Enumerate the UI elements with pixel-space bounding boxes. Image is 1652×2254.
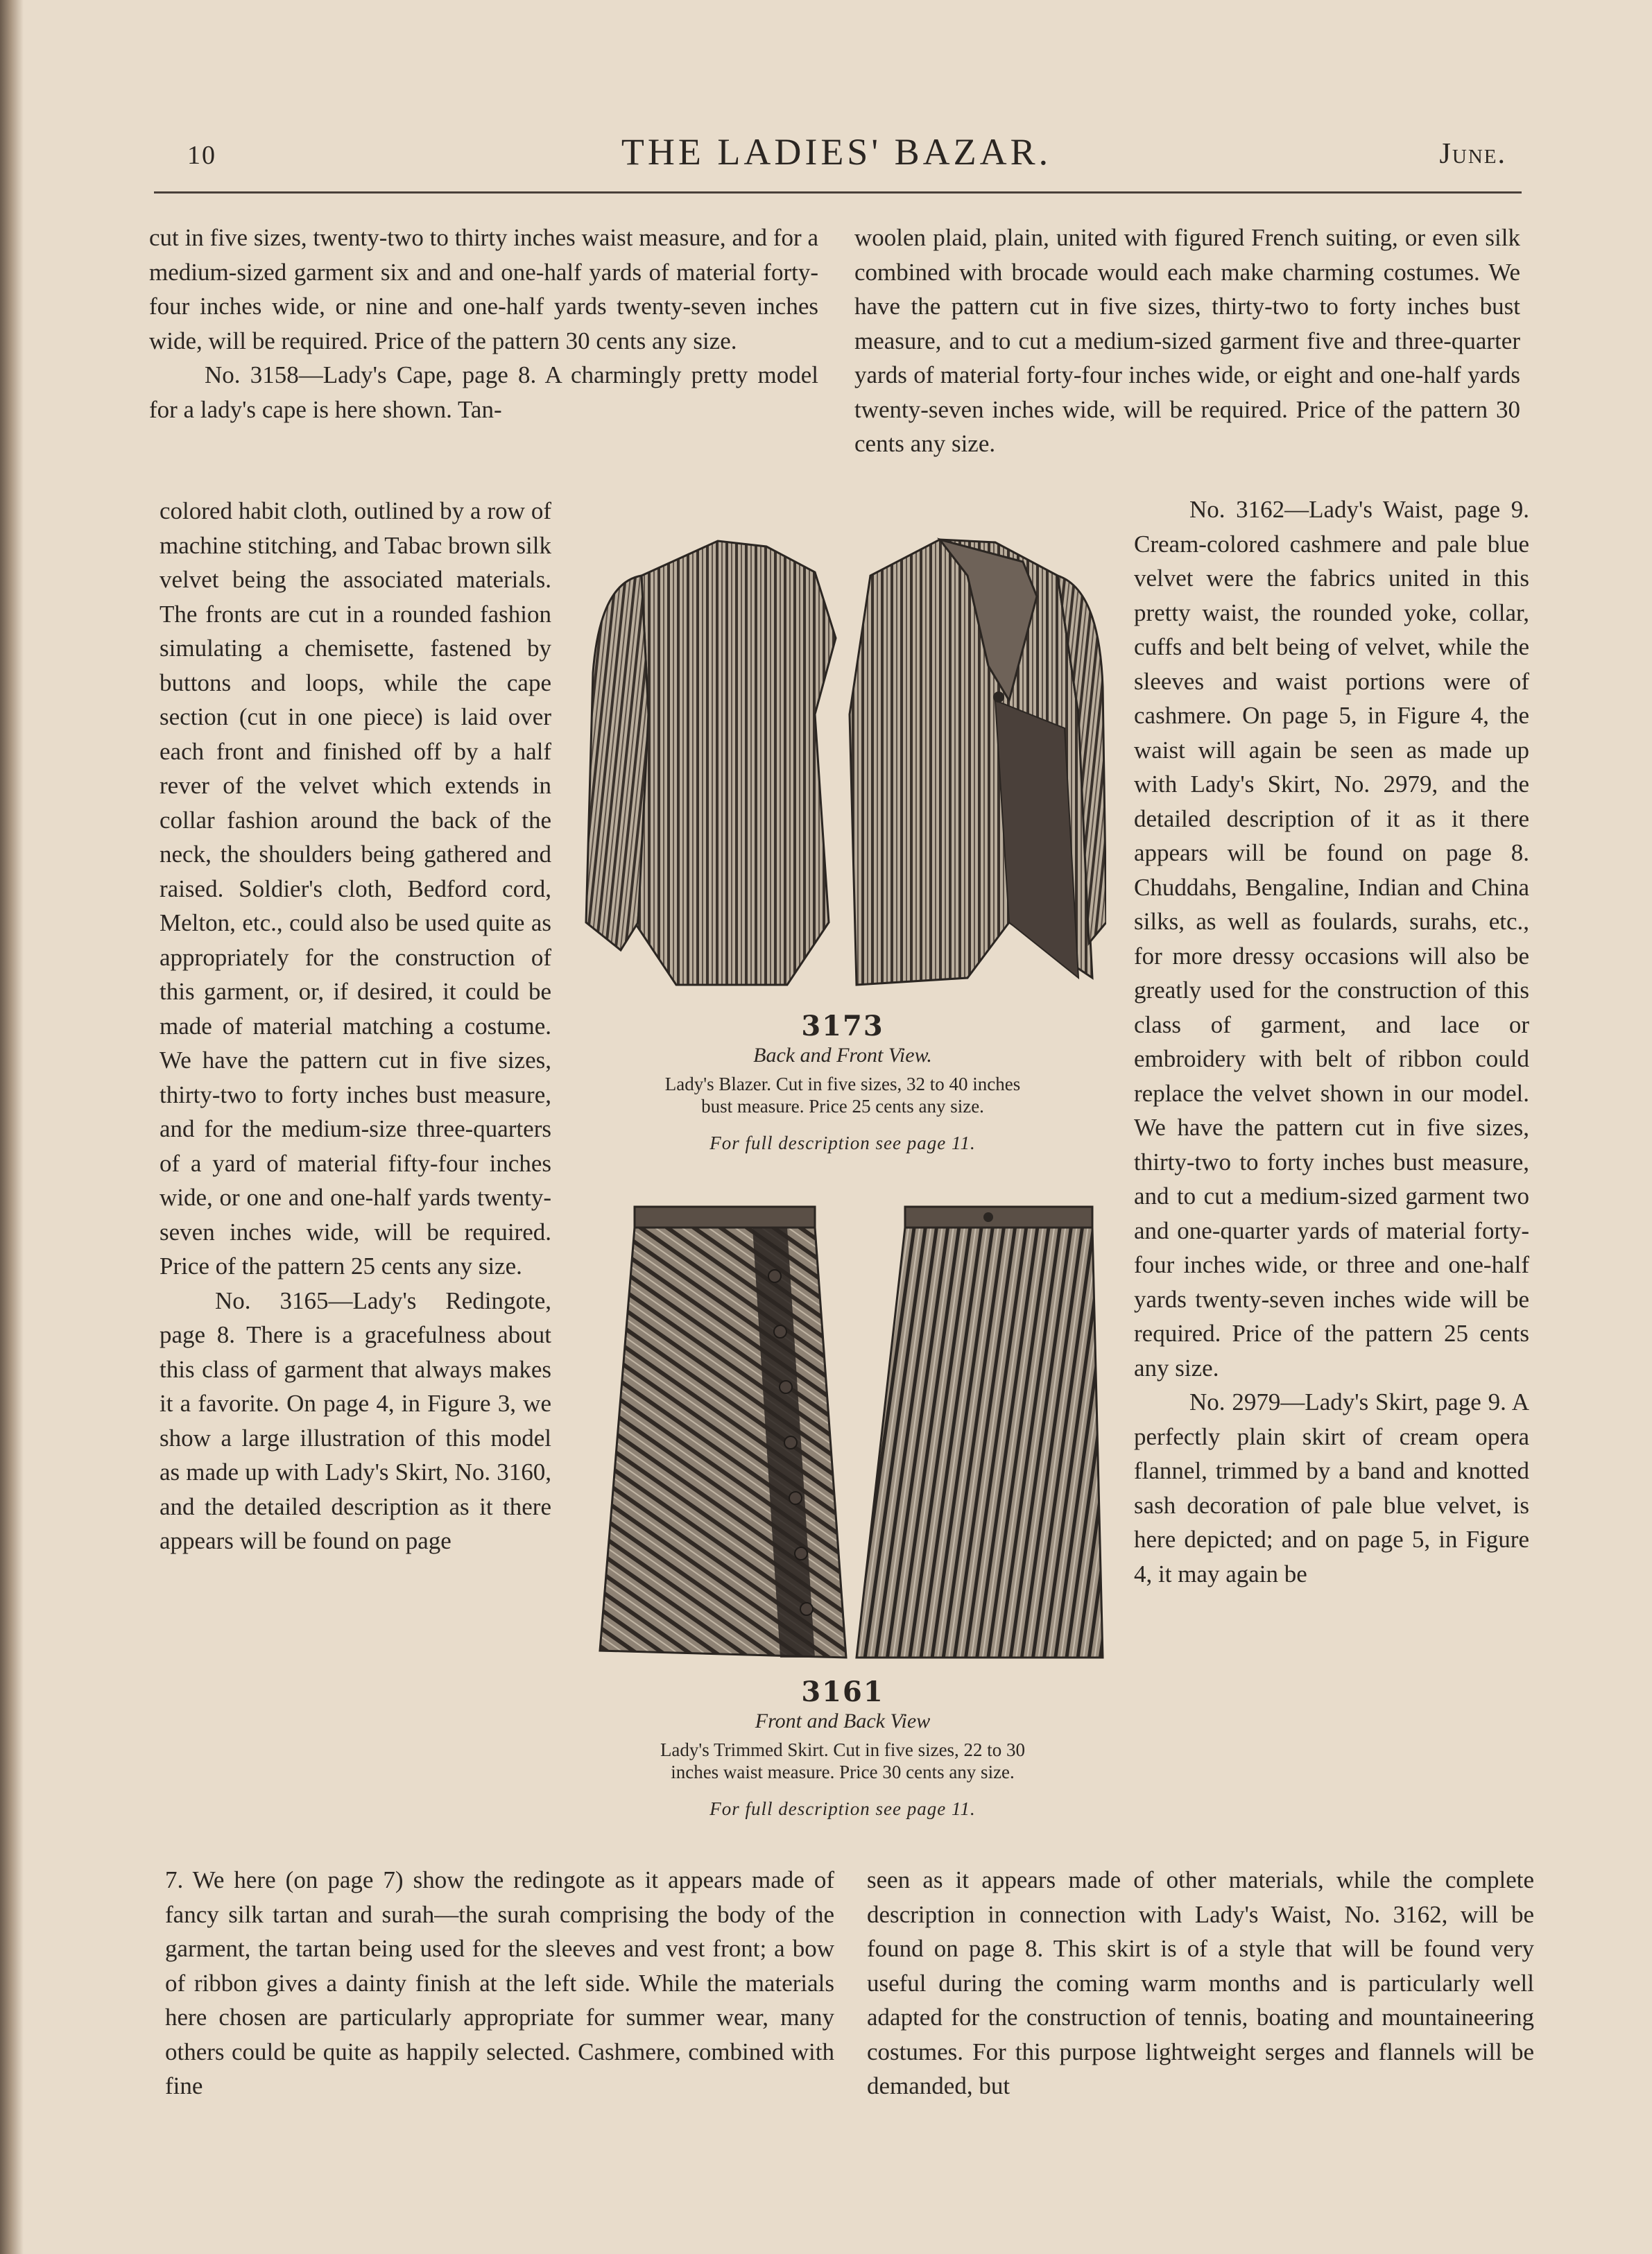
blazer-caption [562, 1073, 1124, 1117]
skirt-caption [562, 1739, 1124, 1783]
left-column-narrow [160, 494, 551, 1558]
page-header [153, 130, 1520, 179]
page-edge-shadow [0, 0, 24, 2254]
issue-month: June. [1439, 138, 1506, 170]
skirt-caption-line-1: Lady's Trimmed Skirt. Cut in five sizes, 22 to 30 [660, 1739, 1026, 1760]
left-column-top [149, 221, 818, 427]
cape-intro-paragraph: No. 3158—Lady's Cape, page 8. A charmingly pretty model for a lady's cape is here shown. Tan- [149, 361, 818, 423]
page-number: 10 [187, 141, 216, 170]
blazer-caption-line-1: Lady's Blazer. Cut in five sizes, 32 to 40 inches [664, 1074, 1021, 1094]
blazer-description-reference: For full description see page 11. [709, 1133, 976, 1153]
blazer-caption-line-2: bust measure. Price 25 cents any size. [701, 1096, 984, 1117]
skirt-pattern-number: 3161 [801, 1676, 884, 1708]
waist-paragraph: No. 3162—Lady's Waist, page 9. Cream-colored cashmere and pale blue velvet were the fabrics united in this pretty waist, the rounded yoke, collar, cuffs and belt being of velvet, while the sleeves and waist portions were of cashmere. On page 5, in Figure 4, the waist will again be seen as made up with Lady's Skirt, No. 2979, and the detailed description of it as it there appears will be found on page 8. Chuddahs, Bengaline, Indian and China silks, as well as foulards, surahs, etc., for more dressy occasions will also be greatly used for the construction of this class of garment, and lace or embroidery with belt of ribbon could replace the velvet shown in our model. We have the pattern cut in five sizes, thirty-two to forty inches bust measure, and to cut a medium-sized garment two and one-quarter yards of material forty-four inches wide, or three and one-half yards twenty-seven inches wide will be required. Price of the pattern 25 cents any size. [1134, 496, 1529, 1382]
redingote-conclusion-paragraph: 7. We here (on page 7) show the redingote as it appears made of fancy silk tartan and surah—the surah comprising the body of the garment, the tartan being used for the sleeves and vest front; a bow of ribbon gives a dainty finish at the left side. While the materials here chosen are particularly appropriate for summer wear, many others could be quite as happily selected. Cashmere, combined with fine [165, 1866, 834, 2099]
cape-description-paragraph: colored habit cloth, outlined by a row of machine stitching, and Tabac brown silk velvet being the associated materials. The fronts are cut in a rounded fashion simulating a chemisette, fastened by buttons and loops, while the cape section (cut in one piece) is laid over each front and finished off by a half rever of the velvet which extends in collar fashion around the back of the neck, the shoulders being gathered and raised. Soldier's cloth, Bedford cord, Melton, etc., could also be used quite as appropriately for the construction of this garment, or, if desired, it could be made of material matching a costume. We have the pattern cut in five sizes, thirty-two to forty inches bust measure, and for the medium-size three-quarters of a yard of material fifty-four inches wide, or one and one-half yards twenty-seven inches wide, will be required. Price of the pattern 25 cents any size. [160, 497, 551, 1280]
blazer-pattern-number: 3173 [801, 1010, 884, 1042]
skirt-caption-line-2: inches waist measure. Price 30 cents any size. [671, 1762, 1015, 1782]
skirt-figure [562, 1200, 1124, 1820]
skirt-description-reference: For full description see page 11. [709, 1798, 976, 1819]
skirt-conclusion-paragraph: seen as it appears made of other materials, while the complete description in connection with Lady's Waist, No. 3162, will be found on page 8. This skirt is of a style that will be found very useful during the coming warm months and is particularly well adapted for the construction of tennis, boating and mountaineering costumes. For this purpose lightweight serges and flannels will be demanded, but [867, 1866, 1534, 2099]
bottom-right-column [867, 1863, 1534, 2104]
redingote-continued-paragraph: woolen plaid, plain, united with figured French suiting, or even silk combined with brocade would each make charming costumes. We have the pattern cut in five sizes, thirty-two to forty inches bust measure, and to cut a medium-sized garment five and three-quarter yards of material forty-four inches wide, or eight and one-half yards twenty-seven inches wide, will be required. Price of the pattern 30 cents any size. [854, 224, 1520, 457]
skirt-illustration [579, 1200, 1106, 1671]
header-rule [154, 191, 1522, 193]
redingote-paragraph: No. 3165—Lady's Redingote, page 8. There is a gracefulness about this class of garment that always makes it a favorite. On page 4, in Figure 3, we show a large illustration of this model as made up with Lady's Skirt, No. 3160, and the detailed description as it there appears will be found on page [160, 1287, 551, 1554]
right-column-top [854, 221, 1520, 461]
blazer-figure [562, 534, 1124, 1154]
bottom-left-column [165, 1863, 834, 2104]
blazer-view-label: Back and Front View. [753, 1044, 932, 1067]
skirt-continued-paragraph: cut in five sizes, twenty-two to thirty inches waist measure, and for a medium-sized garment six and and one-half yards of material forty-four inches wide, or nine and one-half yards twenty-seven inches wide, will be required. Price of the pattern 30 cents any size. [149, 224, 818, 354]
skirt-paragraph: No. 2979—Lady's Skirt, page 9. A perfectly plain skirt of cream opera flannel, trimmed by a band and knotted sash decoration of pale blue velvet, is here depicted; and on page 5, in Figure 4, it may again be [1134, 1388, 1529, 1588]
skirt-view-label: Front and Back View [755, 1710, 931, 1732]
right-column-narrow [1134, 492, 1529, 1591]
blazer-illustration [579, 534, 1106, 1006]
magazine-title: THE LADIES' BAZAR. [621, 131, 1052, 173]
